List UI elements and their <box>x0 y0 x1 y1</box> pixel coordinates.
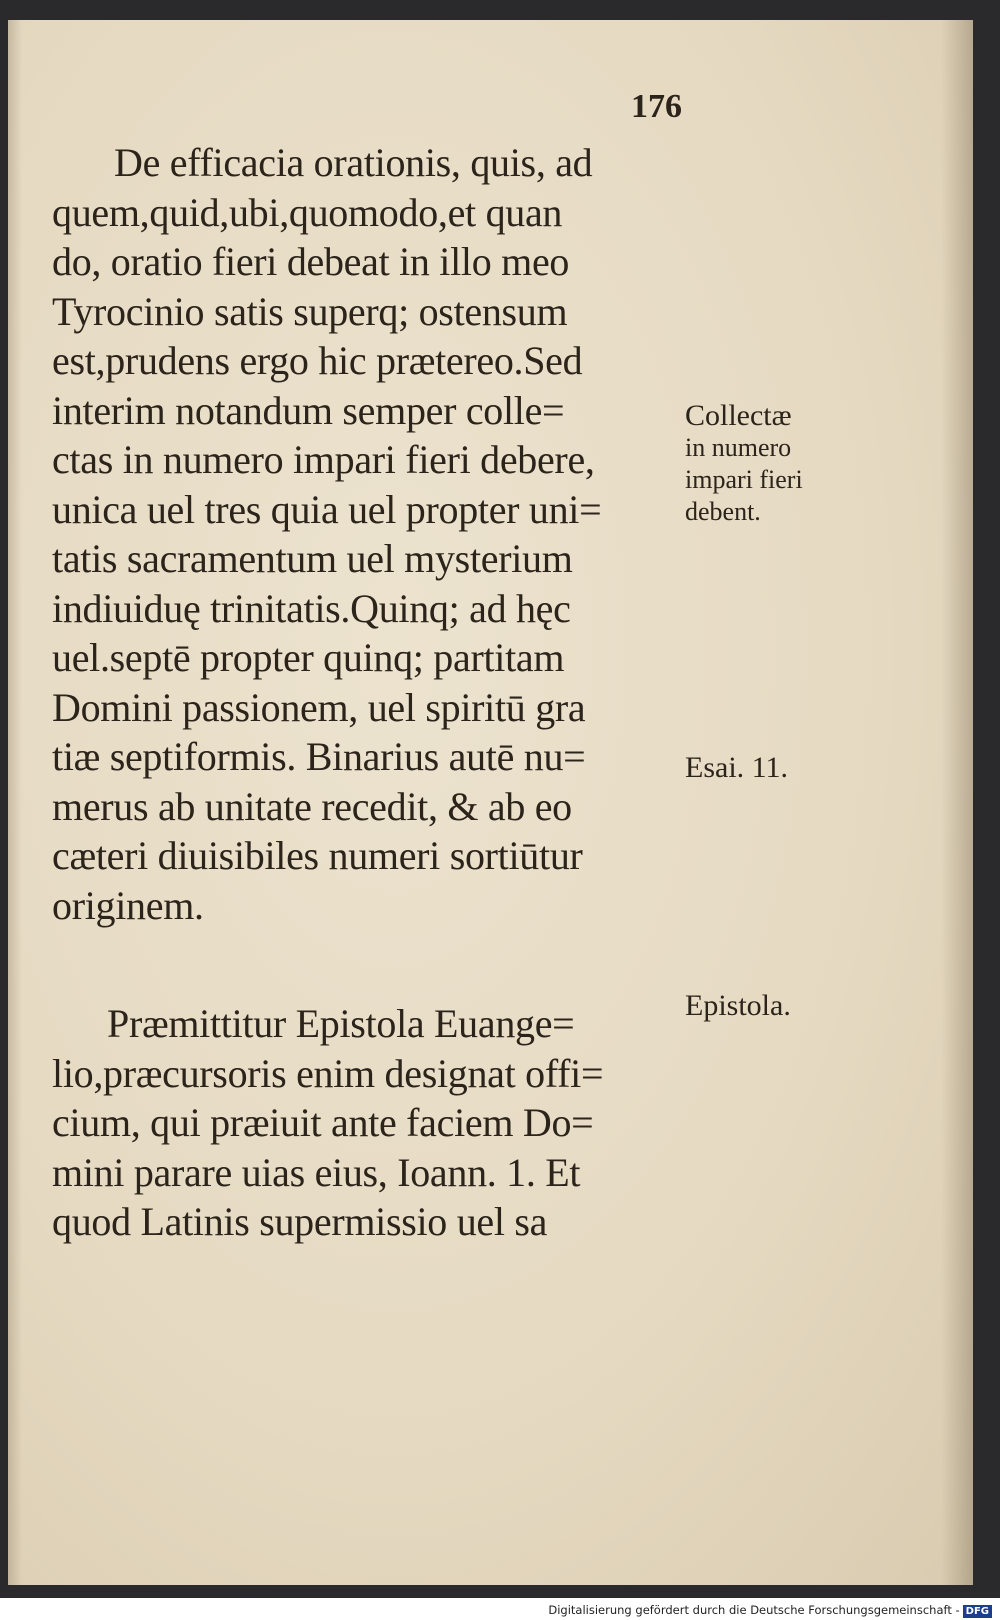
marginal-note-collectae <box>685 400 803 528</box>
page-edge-shadow-right <box>941 20 973 1585</box>
paragraph-gap <box>52 930 692 999</box>
marginal-line: in numero <box>685 433 792 462</box>
text-line: unica uel tres quia uel propter uni= <box>52 486 602 532</box>
main-text-block <box>52 138 692 1247</box>
page-number: 176 <box>631 88 682 125</box>
marginal-note-epistola: Epistola. <box>685 989 791 1022</box>
footer-credit <box>548 1603 992 1618</box>
text-line: quod Latinis supermissio uel sa <box>52 1199 548 1244</box>
marginal-line: impari fieri <box>685 465 803 494</box>
text-line: do, oratio fieri debeat in illo meo <box>52 239 570 284</box>
marginal-note-esai: Esai. 11. <box>685 751 789 784</box>
page-edge-shadow-left <box>8 20 22 1585</box>
text-line: Tyrocinio satis superq; ostensum <box>52 288 568 334</box>
text-line: uel.septē propter quinq; partitam <box>52 635 565 680</box>
text-line: ctas in numero impari fieri debere, <box>52 437 595 482</box>
text-line: tatis sacramentum uel mysterium <box>52 536 573 581</box>
text-line: lio,præcursoris enim designat offi= <box>52 1050 604 1096</box>
text-line: interim notandum semper colle= <box>52 387 565 433</box>
text-line: De efficacia orationis, quis, ad <box>114 140 593 185</box>
text-line: quem,quid,ubi,quomodo,et quan <box>52 189 563 235</box>
text-line: indiuiduę trinitatis.Quinq; ad hęc <box>52 585 571 631</box>
footer-text: Digitalisierung gefördert durch die Deutsche Forschungsgemeinschaft - <box>548 1603 960 1617</box>
text-line: originem. <box>52 882 204 928</box>
dfg-logo: DFG <box>963 1605 992 1618</box>
text-line: cæteri diuisibiles numeri sortiūtur <box>52 833 583 878</box>
text-line: cium, qui præiuit ante faciem Do= <box>52 1100 594 1145</box>
text-line: Domini passionem, uel spiritū gra <box>52 684 586 730</box>
text-line: est,prudens ergo hic prætereo.Sed <box>52 338 583 383</box>
text-line: merus ab unitate recedit, & ab eo <box>52 783 572 829</box>
text-line: Præmittitur Epistola Euange= <box>107 1001 575 1046</box>
text-line: tiæ septiformis. Binarius autē nu= <box>52 734 586 779</box>
text-line: mini parare uias eius, Ioann. 1. Et <box>52 1149 581 1195</box>
marginal-line: Collectæ <box>685 399 792 432</box>
marginal-line: debent. <box>685 497 761 526</box>
